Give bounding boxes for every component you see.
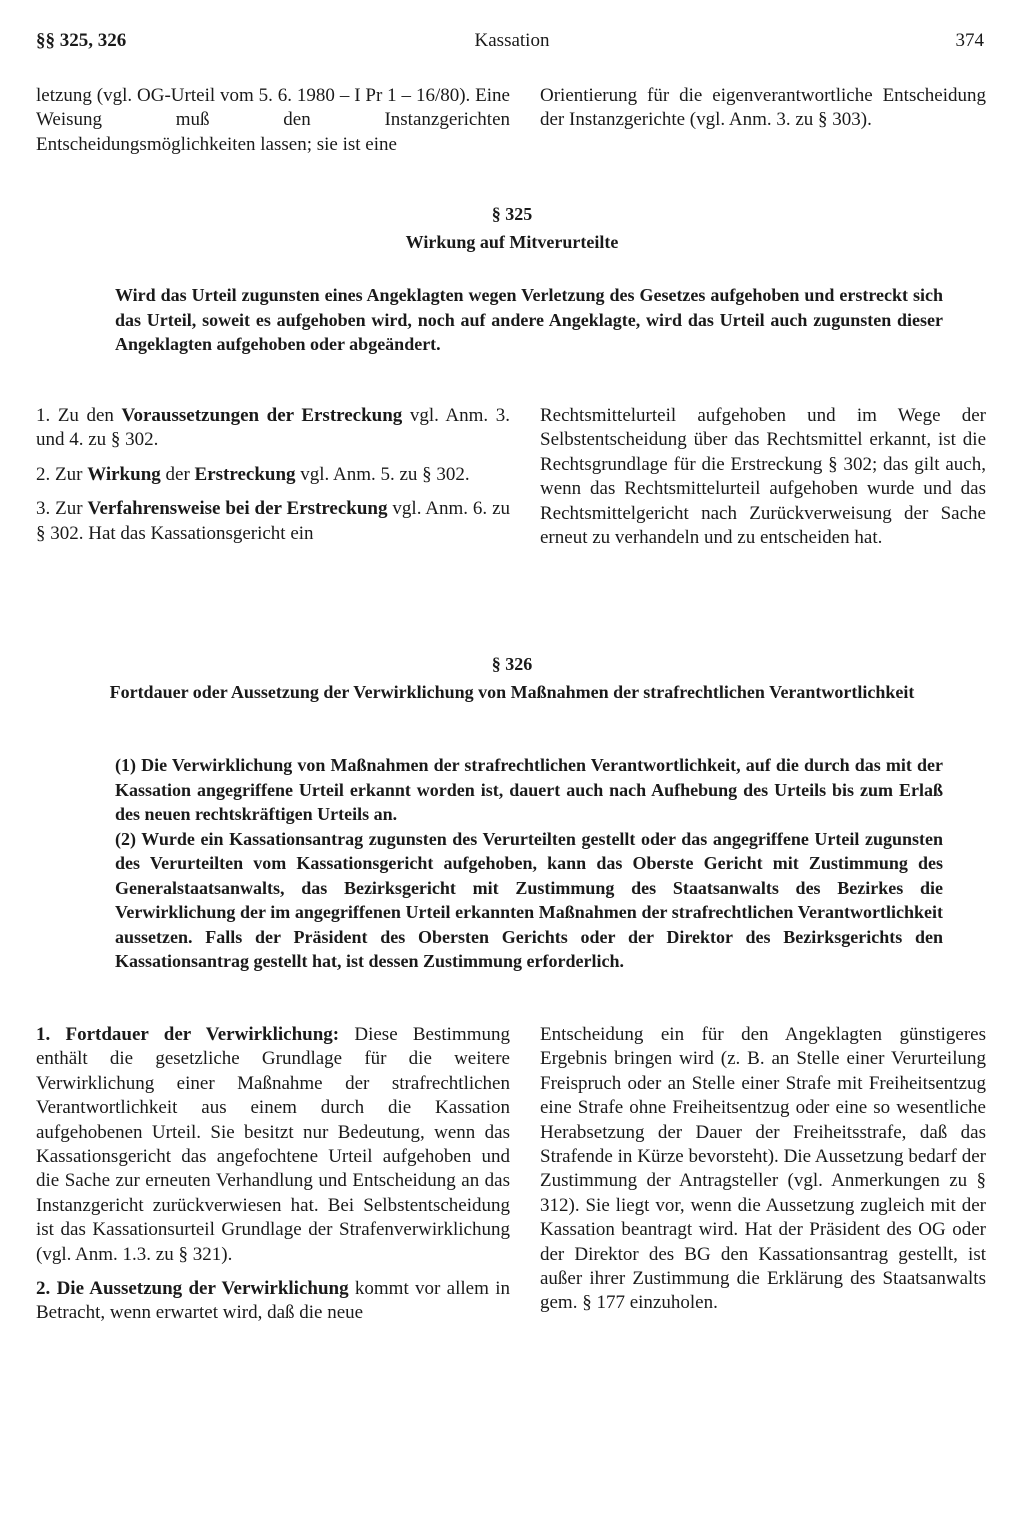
section-325-notes-left — [36, 404, 510, 546]
intro-left-text: letzung (vgl. OG-Urteil vom 5. 6. 1980 – I Pr 1 – 16/80). Eine Weisung muß den Instanzgerichten Entscheidungsmöglichkeiten lassen; sie ist eine — [36, 85, 510, 155]
section-326-notes-left — [36, 1023, 510, 1326]
section-reference: §§ 325, 326 — [36, 30, 127, 51]
note-1 — [36, 1023, 510, 1267]
section-325-notes-right — [540, 404, 986, 550]
note-2-heading-b: Erstreckung — [194, 463, 296, 485]
note-2 — [36, 1277, 510, 1326]
note-2 — [36, 463, 510, 487]
section-326-number: § 326 — [491, 654, 533, 674]
section-325-title: Wirkung auf Mitverurteilte — [405, 232, 619, 252]
running-title: Kassation — [474, 30, 550, 51]
note-1-text: Diese Bestimmung enthält die gesetzliche Grundlage für die weitere Verwirklichung einer Maßnahme der strafrechtlichen Verantwortlichkeit aus einem durch die Kassation aufgehobenen Urteil. Sie besitzt nur Bedeutung, wenn das Kassationsgericht das angefochtene Urteil aufgehoben und die Sache zur erneuten Verhandlung und Entscheidung an das Instanzgericht zurückverwiesen hat. Bei Selbstentscheidung ist das Kassationsurteil Grundlage der Strafenverwirklichung (vgl. Anm. 1.3. zu § 321). — [36, 1024, 510, 1265]
law-paragraph-1: (1) Die Verwirklichung von Maßnahmen der strafrechtlichen Verantwortlichkeit, auf die durch das mit der Kassation angegriffene Urteil erkannt worden ist, dauert auch nach Aufhebung des Urteils bis zum Erlaß des neuen rechtskräftigen Urteils an. — [115, 755, 943, 824]
note-1 — [36, 404, 510, 453]
note-2-text: kommt vor allem in Betracht, wenn erwartet wird, daß die neue — [36, 1278, 510, 1324]
note-2-heading: 2. Die Aussetzung der Verwirklichung — [36, 1278, 349, 1300]
page-number: 374 — [955, 30, 984, 51]
note-3-heading: Verfahrensweise bei der Erstreckung — [87, 498, 388, 520]
section-325-number: § 325 — [491, 204, 533, 224]
note-3-lead: 3. Zur — [36, 498, 88, 520]
note-3 — [36, 497, 510, 546]
note-2-text: vgl. Anm. 5. zu § 302. — [295, 463, 470, 485]
note-1-heading: 1. Fortdauer der Verwirklichung: — [36, 1024, 340, 1045]
intro-right-column — [540, 84, 986, 133]
note-3-text: vgl. Anm. 6. zu § 302. Hat das Kassationsgericht ein — [36, 498, 511, 544]
section-325-law-text — [115, 283, 943, 357]
intro-left-column — [36, 84, 510, 157]
law-paragraph-2: (2) Wurde ein Kassationsantrag zugunsten des Verurteilten gestellt oder das angegriffene Urteil zugunsten des Verurteilten vom Kassationsgericht aufgehoben, kann das Oberste Gericht mit Zustimmung des Generalstaatsanwalts, das Bezirksgericht mit Zustimmung des Staatsanwalts des Bezirkes die Verwirklichung der im angegriffenen Urteil erkannten Maßnahmen der strafrechtlichen Verantwortlichkeit aussetzen. Falls der Präsident des Obersten Gerichts oder der Direktor des Bezirksgerichts den Kassationsantrag gestellt hat, ist dessen Zustimmung erforderlich. — [115, 828, 943, 971]
note-1-text: vgl. Anm. 3. und 4. zu § 302. — [36, 405, 510, 451]
section-326-title: Fortdauer oder Aussetzung der Verwirklichung von Maßnahmen der strafrechtlichen Verantwortlichkeit — [109, 682, 915, 702]
note-2-lead: 2. Zur — [36, 463, 88, 485]
section-326-notes-right — [540, 1023, 986, 1316]
note-1-heading: Voraussetzungen der Erstreckung — [121, 405, 403, 426]
note-1-lead: 1. Zu den — [36, 405, 122, 426]
intro-right-text: Orientierung für die eigenverantwortliche Entscheidung der Instanzgerichte (vgl. Anm. 3. zu § 303). — [540, 85, 986, 131]
note-2-continuation: Entscheidung ein für den Angeklagten günstigeres Ergebnis bringen wird (z. B. an Stelle einer Verurteilung Freispruch oder an Stelle einer Strafe mit Freiheitsentzug eine Strafe ohne Freiheitsentzug oder eine so wesentliche Herabsetzung der Dauer der Freiheitsstrafe, daß das Strafende in Kürze bevorsteht). Die Aussetzung bedarf der Zustimmung der Antragsteller (vgl. Anmerkungen zu § 312). Sie liegt vor, wenn die Aussetzung zugleich mit der Kassation beantragt wird. Hat der Präsident des OG oder der Direktor des BG den Kassationsantrag gestellt, ist außer ihrer Zustimmung die Erklärung des Staatsanwalts gem. § 177 einzuholen. — [540, 1024, 986, 1314]
section-326-law-text — [115, 753, 943, 974]
law-paragraph: Wird das Urteil zugunsten eines Angeklagten wegen Verletzung des Gesetzes aufgehoben und erstreckt sich das Urteil, soweit es aufgehoben wird, noch auf andere Angeklagte, wird das Urteil auch zugunsten dieser Angeklagten aufgehoben oder abgeändert. — [115, 285, 943, 354]
note-3-continuation: Rechtsmittelurteil aufgehoben und im Wege der Selbstentscheidung über das Rechtsmittel erkannt, ist die Rechtsgrundlage für die Erstreckung § 302; das gilt auch, wenn das Rechtsmittelurteil aufgehoben wurde und das Rechtsmittelgericht nach Zurückverweisung der Sache erneut zu verhandeln und zu entscheiden hat. — [540, 405, 986, 549]
note-2-heading-a: Wirkung — [87, 463, 161, 485]
note-2-mid: der — [160, 463, 195, 485]
